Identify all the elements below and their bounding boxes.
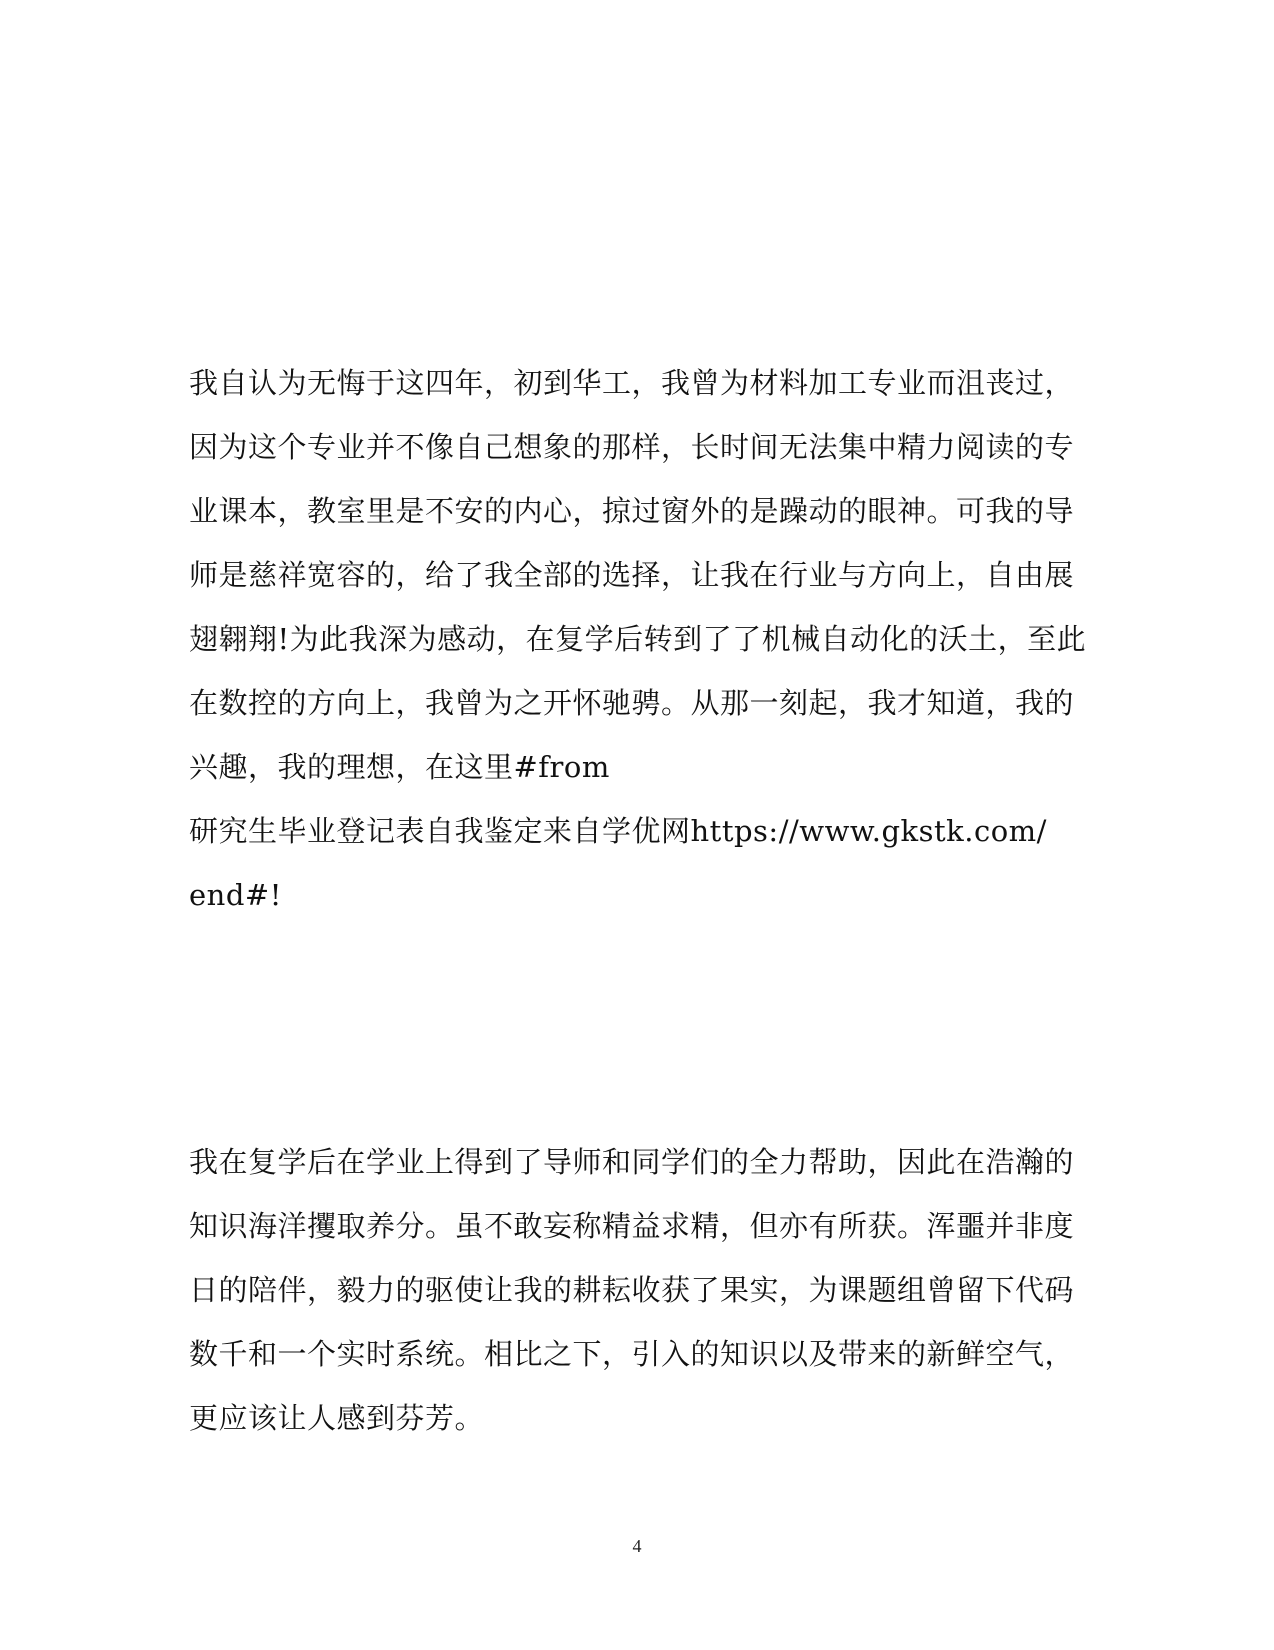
paragraph-line: 师是慈祥宽容的，给了我全部的选择，让我在行业与方向上，自由展 [189, 558, 1075, 592]
page-number: 4 [632, 1536, 642, 1556]
paragraph-line: end#! [189, 878, 282, 912]
paragraph-line: 我自认为无悔于这四年，初到华工，我曾为材料加工专业而沮丧过， [189, 366, 1075, 400]
paragraph-line: 知识海洋攫取养分。虽不敢妄称精益求精，但亦有所获。浑噩并非度 [189, 1209, 1075, 1243]
paragraph-line: 研究生毕业登记表自我鉴定来自学优网https://www.gkstk.com/ [189, 814, 1047, 848]
paragraph-line: 日的陪伴，毅力的驱使让我的耕耘收获了果实，为课题组曾留下代码 [189, 1273, 1075, 1307]
paragraph-line: 在数控的方向上，我曾为之开怀驰骋。从那一刻起，我才知道，我的 [189, 686, 1075, 720]
paragraph-line: 因为这个专业并不像自己想象的那样，长时间无法集中精力阅读的专 [189, 430, 1075, 464]
paragraph-line: 更应该让人感到芬芳。 [189, 1401, 485, 1435]
paragraph-line: 兴趣，我的理想，在这里#from [189, 750, 610, 784]
paragraph-line: 业课本，教室里是不安的内心，掠过窗外的是躁动的眼神。可我的导 [189, 494, 1075, 528]
paragraph-line: 我在复学后在学业上得到了导师和同学们的全力帮助，因此在浩瀚的 [189, 1145, 1075, 1179]
paragraph-line: 翅翱翔!为此我深为感动，在复学后转到了了机械自动化的沃土，至此 [189, 622, 1087, 656]
paragraph-line: 数千和一个实时系统。相比之下，引入的知识以及带来的新鲜空气， [189, 1337, 1075, 1371]
